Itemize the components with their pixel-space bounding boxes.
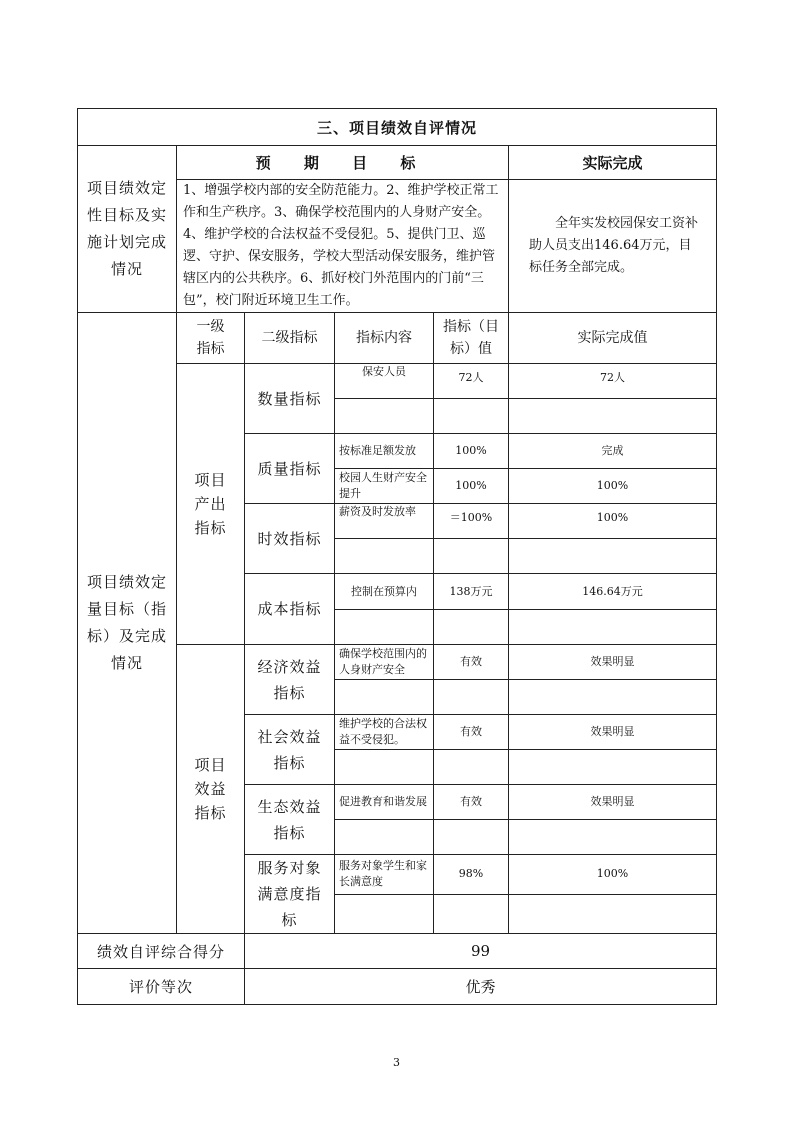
indicator-target: 72人 xyxy=(434,364,509,399)
score-label: 绩效自评综合得分 xyxy=(78,934,245,969)
indicator-content xyxy=(335,610,434,645)
indicator-target: 100% xyxy=(434,469,509,504)
indicator-target xyxy=(434,610,509,645)
indicator-target: ＝100% xyxy=(434,504,509,539)
qualitative-goal-text: 1、增强学校内部的安全防范能力。2、维护学校正常工作和生产秩序。3、确保学校范围内的人身财产安全。4、维护学校的合法权益不受侵犯。5、提供门卫、巡逻、守护、保安服务，学校大型活动保安服务，维护管辖区内的公共秩序。6、抓好校门外范围内的门前“三包”，校门附近环境卫生工作。 xyxy=(177,180,509,313)
indicator-content: 按标准足额发放 xyxy=(335,434,434,469)
indicator-content xyxy=(335,750,434,785)
col-content-header: 指标内容 xyxy=(335,313,434,364)
indicator-content: 保安人员 xyxy=(335,364,434,399)
indicator-actual: 效果明显 xyxy=(509,715,717,750)
col-actual-header: 实际完成值 xyxy=(509,313,717,364)
indicator-content: 薪资及时发放率 xyxy=(335,504,434,539)
level1-benefit-indicators: 项目效益指标 xyxy=(177,645,245,934)
indicator-actual: 100% xyxy=(509,855,717,895)
indicator-target xyxy=(434,820,509,855)
indicator-content xyxy=(335,680,434,715)
indicator-content: 服务对象学生和家长满意度 xyxy=(335,855,434,895)
indicator-content: 校园人生财产安全提升 xyxy=(335,469,434,504)
indicator-target: 有效 xyxy=(434,645,509,680)
performance-evaluation-table xyxy=(77,108,717,1005)
indicator-target: 有效 xyxy=(434,715,509,750)
grade-label: 评价等次 xyxy=(78,969,245,1005)
indicator-target: 有效 xyxy=(434,785,509,820)
indicator-content xyxy=(335,399,434,434)
indicator-content xyxy=(335,820,434,855)
actual-completion-header: 实际完成 xyxy=(509,146,717,180)
indicator-actual: 效果明显 xyxy=(509,645,717,680)
indicator-actual: 100% xyxy=(509,469,717,504)
level1-output-indicators: 项目产出指标 xyxy=(177,364,245,645)
grade-value: 优秀 xyxy=(245,969,717,1005)
page-number: 3 xyxy=(393,1056,400,1069)
indicator-actual: 72人 xyxy=(509,364,717,399)
level2-quantity: 数量指标 xyxy=(245,364,335,434)
indicator-content: 确保学校范围内的人身财产安全 xyxy=(335,645,434,680)
indicator-content: 促进教育和谐发展 xyxy=(335,785,434,820)
indicator-actual: 100% xyxy=(509,504,717,539)
level2-economic-benefit: 经济效益指标 xyxy=(245,645,335,715)
indicator-content xyxy=(335,539,434,574)
qualitative-actual-text: 全年实发校园保安工资补助人员支出146.64万元，目标任务全部完成。 xyxy=(509,180,717,313)
level2-ecological-benefit: 生态效益指标 xyxy=(245,785,335,855)
indicator-actual xyxy=(509,539,717,574)
indicator-actual xyxy=(509,894,717,934)
indicator-target xyxy=(434,750,509,785)
indicator-actual: 完成 xyxy=(509,434,717,469)
score-value: 99 xyxy=(245,934,717,969)
section-title: 三、项目绩效自评情况 xyxy=(78,109,717,146)
col-level1-header: 一级指标 xyxy=(177,313,245,364)
indicator-target xyxy=(434,680,509,715)
indicator-actual xyxy=(509,750,717,785)
indicator-target xyxy=(434,399,509,434)
indicator-actual: 效果明显 xyxy=(509,785,717,820)
level2-cost: 成本指标 xyxy=(245,574,335,645)
col-level2-header: 二级指标 xyxy=(245,313,335,364)
indicator-actual xyxy=(509,399,717,434)
level2-quality: 质量指标 xyxy=(245,434,335,504)
level2-social-benefit: 社会效益指标 xyxy=(245,715,335,785)
indicator-actual xyxy=(509,680,717,715)
indicator-target: 100% xyxy=(434,434,509,469)
indicator-actual xyxy=(509,820,717,855)
indicator-content xyxy=(335,894,434,934)
indicator-target: 98% xyxy=(434,855,509,895)
quantitative-label: 项目绩效定量目标（指标）及完成情况 xyxy=(78,313,177,934)
level2-timeliness: 时效指标 xyxy=(245,504,335,574)
qualitative-label: 项目绩效定性目标及实施计划完成情况 xyxy=(78,146,177,313)
col-target-header: 指标（目标）值 xyxy=(434,313,509,364)
indicator-target xyxy=(434,894,509,934)
indicator-target: 138万元 xyxy=(434,574,509,610)
indicator-target xyxy=(434,539,509,574)
expected-goal-header: 预 期 目 标 xyxy=(177,146,509,180)
indicator-content: 控制在预算内 xyxy=(335,574,434,610)
indicator-actual xyxy=(509,610,717,645)
indicator-content: 维护学校的合法权益不受侵犯。 xyxy=(335,715,434,750)
level2-satisfaction: 服务对象满意度指标 xyxy=(245,855,335,934)
indicator-actual: 146.64万元 xyxy=(509,574,717,610)
